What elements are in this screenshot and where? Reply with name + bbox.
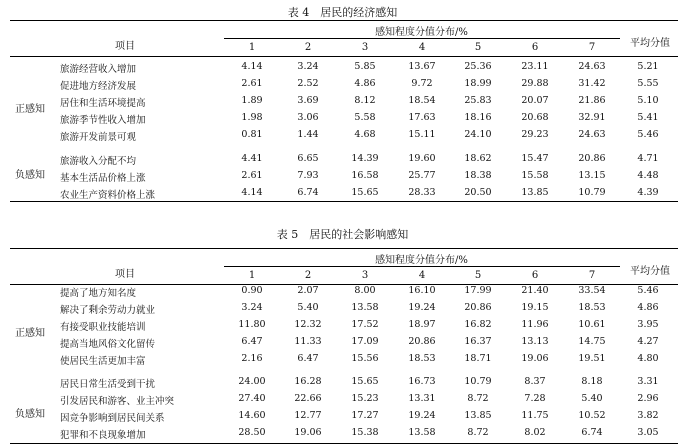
average-cell: 5.10 [637, 95, 659, 106]
group-label: 正感知 [15, 104, 45, 115]
value-cell: 8.37 [524, 376, 546, 387]
average-cell: 5.55 [637, 78, 659, 89]
header-distribution: 感知程度分值分布/% [375, 27, 468, 38]
header-level-6: 6 [531, 42, 539, 53]
value-cell: 17.52 [351, 319, 379, 330]
value-cell: 19.24 [408, 302, 436, 313]
value-cell: 10.61 [578, 319, 606, 330]
value-cell: 10.79 [578, 187, 606, 198]
value-cell: 14.75 [578, 336, 606, 347]
header-level-5: 5 [474, 42, 482, 53]
average-cell: 4.27 [637, 336, 659, 347]
header-level-2: 2 [304, 270, 312, 281]
value-cell: 13.85 [464, 410, 492, 421]
average-cell: 3.05 [637, 427, 659, 438]
value-cell: 1.89 [241, 95, 263, 106]
header-level-1: 1 [248, 270, 256, 281]
average-cell: 4.71 [637, 153, 659, 164]
value-cell: 6.74 [297, 187, 319, 198]
row-item-label: 旅游收入分配不均 [60, 156, 137, 167]
header-level-4: 4 [418, 42, 426, 53]
value-cell: 18.53 [408, 353, 436, 364]
header-level-4: 4 [418, 270, 426, 281]
average-cell: 4.86 [637, 302, 659, 313]
average-cell: 5.46 [637, 129, 659, 140]
value-cell: 16.28 [294, 376, 322, 387]
value-cell: 24.63 [578, 129, 606, 140]
header-level-6: 6 [531, 270, 539, 281]
value-cell: 13.85 [521, 187, 549, 198]
group-label: 正感知 [15, 328, 45, 339]
value-cell: 20.86 [464, 302, 492, 313]
value-cell: 24.00 [238, 376, 266, 387]
value-cell: 13.31 [408, 393, 436, 404]
row-item-label: 有接受职业技能培训 [60, 322, 146, 333]
value-cell: 20.86 [578, 153, 606, 164]
value-cell: 4.14 [241, 61, 263, 72]
value-cell: 3.24 [241, 302, 263, 313]
header-item: 项目 [115, 269, 135, 280]
value-cell: 20.68 [521, 112, 549, 123]
value-cell: 14.39 [351, 153, 379, 164]
value-cell: 8.12 [354, 95, 376, 106]
value-cell: 15.23 [351, 393, 379, 404]
bottom-rule [10, 443, 678, 444]
top-rule [10, 20, 678, 21]
value-cell: 21.86 [578, 95, 606, 106]
value-cell: 19.15 [521, 302, 549, 313]
group-label: 负感知 [15, 409, 45, 420]
value-cell: 16.73 [408, 376, 436, 387]
value-cell: 0.90 [241, 285, 263, 296]
average-cell: 4.39 [637, 187, 659, 198]
value-cell: 7.28 [524, 393, 546, 404]
value-cell: 4.86 [354, 78, 376, 89]
value-cell: 11.33 [294, 336, 322, 347]
value-cell: 3.69 [297, 95, 319, 106]
value-cell: 5.85 [354, 61, 376, 72]
value-cell: 29.88 [521, 78, 549, 89]
value-cell: 22.66 [294, 393, 322, 404]
value-cell: 28.33 [408, 187, 436, 198]
row-item-label: 引发居民和游客、业主冲突 [60, 396, 175, 407]
value-cell: 18.16 [464, 112, 492, 123]
row-item-label: 居民日常生活受到干扰 [60, 379, 156, 390]
value-cell: 29.23 [521, 129, 549, 140]
top-rule [10, 248, 678, 249]
value-cell: 0.81 [241, 129, 263, 140]
header-sub-rule [224, 266, 620, 267]
header-distribution: 感知程度分值分布/% [375, 255, 468, 266]
table-5-caption: 表 5 居民的社会影响感知 [276, 228, 409, 241]
group-label: 负感知 [15, 170, 45, 181]
value-cell: 8.72 [467, 427, 489, 438]
value-cell: 21.40 [521, 285, 549, 296]
value-cell: 16.58 [351, 170, 379, 181]
value-cell: 2.16 [241, 353, 263, 364]
value-cell: 17.09 [351, 336, 379, 347]
row-item-label: 旅游季节性收入增加 [60, 115, 146, 126]
value-cell: 1.44 [297, 129, 319, 140]
value-cell: 15.65 [351, 376, 379, 387]
row-item-label: 使居民生活更加丰富 [60, 356, 146, 367]
value-cell: 12.77 [294, 410, 322, 421]
value-cell: 6.47 [297, 353, 319, 364]
value-cell: 13.58 [408, 427, 436, 438]
value-cell: 19.06 [521, 353, 549, 364]
value-cell: 4.41 [241, 153, 263, 164]
value-cell: 5.40 [581, 393, 603, 404]
header-level-3: 3 [361, 42, 369, 53]
header-level-7: 7 [588, 42, 596, 53]
table-4-caption: 表 4 居民的经济感知 [287, 6, 398, 19]
bottom-rule [10, 201, 678, 202]
value-cell: 13.58 [351, 302, 379, 313]
value-cell: 15.56 [351, 353, 379, 364]
value-cell: 24.10 [464, 129, 492, 140]
value-cell: 17.27 [351, 410, 379, 421]
value-cell: 1.98 [241, 112, 263, 123]
value-cell: 15.58 [521, 170, 549, 181]
average-cell: 4.80 [637, 353, 659, 364]
table-4 [10, 20, 678, 202]
row-item-label: 解决了剩余劳动力就业 [60, 305, 156, 316]
value-cell: 13.67 [408, 61, 436, 72]
value-cell: 25.36 [464, 61, 492, 72]
value-cell: 13.13 [521, 336, 549, 347]
value-cell: 17.99 [464, 285, 492, 296]
value-cell: 3.24 [297, 61, 319, 72]
value-cell: 32.91 [578, 112, 606, 123]
value-cell: 20.86 [408, 336, 436, 347]
row-item-label: 旅游开发前景可观 [60, 132, 137, 143]
value-cell: 15.38 [351, 427, 379, 438]
header-level-1: 1 [248, 42, 256, 53]
row-item-label: 促进地方经济发展 [60, 81, 137, 92]
value-cell: 27.40 [238, 393, 266, 404]
value-cell: 18.62 [464, 153, 492, 164]
value-cell: 25.83 [464, 95, 492, 106]
value-cell: 18.54 [408, 95, 436, 106]
value-cell: 10.52 [578, 410, 606, 421]
value-cell: 18.99 [464, 78, 492, 89]
value-cell: 8.72 [467, 393, 489, 404]
value-cell: 8.02 [524, 427, 546, 438]
average-cell: 5.41 [637, 112, 659, 123]
average-cell: 5.21 [637, 61, 659, 72]
value-cell: 15.65 [351, 187, 379, 198]
value-cell: 19.24 [408, 410, 436, 421]
value-cell: 15.11 [408, 129, 436, 140]
header-sub-rule [224, 38, 620, 39]
header-level-2: 2 [304, 42, 312, 53]
value-cell: 7.93 [297, 170, 319, 181]
row-item-label: 居住和生活环境提高 [60, 98, 146, 109]
value-cell: 16.10 [408, 285, 436, 296]
value-cell: 3.06 [297, 112, 319, 123]
row-item-label: 提高了地方知名度 [60, 288, 137, 299]
value-cell: 33.54 [578, 285, 606, 296]
average-cell: 2.96 [637, 393, 659, 404]
value-cell: 2.61 [241, 170, 263, 181]
value-cell: 13.15 [578, 170, 606, 181]
value-cell: 19.06 [294, 427, 322, 438]
value-cell: 5.40 [297, 302, 319, 313]
header-level-3: 3 [361, 270, 369, 281]
value-cell: 20.50 [464, 187, 492, 198]
value-cell: 11.96 [521, 319, 549, 330]
value-cell: 18.97 [408, 319, 436, 330]
value-cell: 6.74 [581, 427, 603, 438]
value-cell: 4.68 [354, 129, 376, 140]
value-cell: 24.63 [578, 61, 606, 72]
value-cell: 8.00 [354, 285, 376, 296]
row-item-label: 农业生产资料价格上涨 [60, 190, 156, 201]
value-cell: 14.60 [238, 410, 266, 421]
value-cell: 6.65 [297, 153, 319, 164]
value-cell: 9.72 [411, 78, 433, 89]
row-item-label: 因竞争影响到居民间关系 [60, 413, 165, 424]
value-cell: 28.50 [238, 427, 266, 438]
header-average: 平均分值 [630, 38, 670, 49]
value-cell: 8.18 [581, 376, 603, 387]
value-cell: 2.52 [297, 78, 319, 89]
value-cell: 18.53 [578, 302, 606, 313]
value-cell: 4.14 [241, 187, 263, 198]
table-5 [10, 248, 678, 444]
row-item-label: 犯罪和不良现象增加 [60, 430, 146, 441]
header-average: 平均分值 [630, 266, 670, 277]
average-cell: 5.46 [637, 285, 659, 296]
average-cell: 3.95 [637, 319, 659, 330]
average-cell: 3.31 [637, 376, 659, 387]
value-cell: 31.42 [578, 78, 606, 89]
value-cell: 10.79 [464, 376, 492, 387]
value-cell: 11.75 [521, 410, 549, 421]
value-cell: 25.77 [408, 170, 436, 181]
value-cell: 16.37 [464, 336, 492, 347]
value-cell: 23.11 [521, 61, 549, 72]
row-item-label: 旅游经营收入增加 [60, 64, 137, 75]
value-cell: 20.07 [521, 95, 549, 106]
value-cell: 15.47 [521, 153, 549, 164]
header-item: 项目 [115, 41, 135, 52]
value-cell: 19.60 [408, 153, 436, 164]
value-cell: 18.71 [464, 353, 492, 364]
row-item-label: 提高当地风俗文化留传 [60, 339, 156, 350]
value-cell: 18.38 [464, 170, 492, 181]
header-level-5: 5 [474, 270, 482, 281]
value-cell: 2.07 [297, 285, 319, 296]
average-cell: 4.48 [637, 170, 659, 181]
value-cell: 6.47 [241, 336, 263, 347]
row-item-label: 基本生活品价格上涨 [60, 173, 146, 184]
header-rule [10, 56, 678, 57]
value-cell: 5.58 [354, 112, 376, 123]
average-cell: 3.82 [637, 410, 659, 421]
value-cell: 11.80 [238, 319, 266, 330]
value-cell: 17.63 [408, 112, 436, 123]
value-cell: 19.51 [578, 353, 606, 364]
header-level-7: 7 [588, 270, 596, 281]
value-cell: 2.61 [241, 78, 263, 89]
value-cell: 12.32 [294, 319, 322, 330]
value-cell: 16.82 [464, 319, 492, 330]
